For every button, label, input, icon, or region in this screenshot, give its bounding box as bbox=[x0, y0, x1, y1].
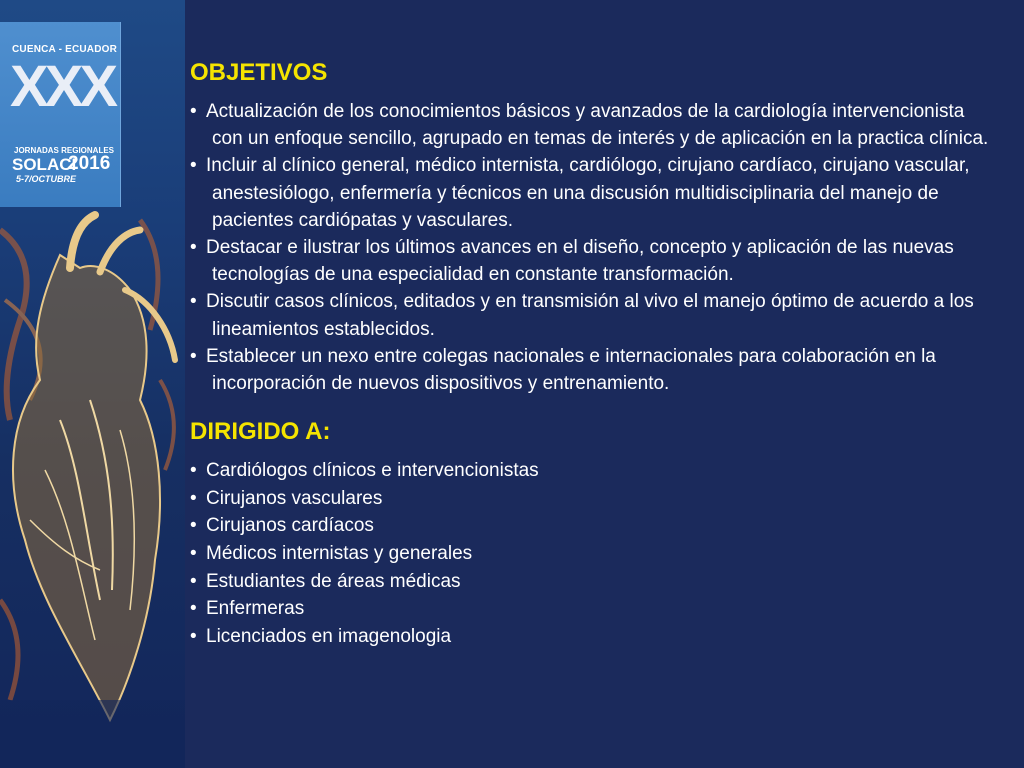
list-item bbox=[190, 540, 990, 568]
bullet-icon: • bbox=[190, 515, 197, 537]
dirigido-heading: DIRIGIDO A: bbox=[190, 418, 331, 446]
list-item-text: Cardiólogos clínicos e intervencionistas bbox=[206, 460, 539, 482]
list-item-text: Estudiantes de áreas médicas bbox=[206, 570, 461, 592]
bullet-icon: • bbox=[190, 460, 197, 482]
logo-organization: SOLACI bbox=[12, 155, 77, 174]
list-item bbox=[190, 234, 990, 288]
list-item-text: Cirujanos vasculares bbox=[206, 487, 383, 509]
list-item bbox=[190, 288, 990, 342]
list-item bbox=[190, 98, 990, 152]
list-item bbox=[190, 512, 990, 540]
slide-content bbox=[190, 58, 990, 650]
bullet-icon: • bbox=[190, 570, 197, 592]
list-item bbox=[190, 568, 990, 596]
bullet-icon: • bbox=[190, 625, 197, 647]
logo-city: CUENCA - ECUADOR bbox=[12, 44, 118, 55]
list-item bbox=[190, 595, 990, 623]
list-item bbox=[190, 485, 990, 513]
logo-dates: 5-7/OCTUBRE bbox=[16, 174, 77, 184]
list-item-text: Discutir casos clínicos, editados y en transmisión al vivo el manejo óptimo de acuerdo a los lineamientos establecidos. bbox=[206, 291, 974, 340]
list-item-text: Enfermeras bbox=[206, 598, 305, 620]
dirigido-list bbox=[190, 457, 990, 650]
bullet-icon: • bbox=[190, 237, 197, 259]
list-item-text: Médicos internistas y generales bbox=[206, 543, 473, 565]
list-item-text: Incluir al clínico general, médico internista, cardiólogo, cirujano cardíaco, cirujano vascular, anestesiólogo, enfermería y técnicos en una discusión multidisciplinaria del manejo de pacientes cardiópatas y vasculares. bbox=[206, 155, 970, 231]
list-item bbox=[190, 623, 990, 651]
list-item-text: Cirujanos cardíacos bbox=[206, 515, 374, 537]
objetivos-list bbox=[190, 98, 990, 397]
list-item bbox=[190, 343, 990, 397]
bullet-icon: • bbox=[190, 291, 197, 313]
bullet-icon: • bbox=[190, 155, 197, 177]
logo-edition: XXX bbox=[10, 54, 115, 119]
bullet-icon: • bbox=[190, 101, 197, 122]
logo-event: JORNADAS REGIONALES bbox=[14, 146, 115, 155]
event-logo bbox=[0, 22, 121, 207]
list-item bbox=[190, 457, 990, 485]
objetivos-heading: OBJETIVOS bbox=[190, 59, 328, 86]
list-item-text: Establecer un nexo entre colegas nacionales e internacionales para colaboración en la incorporación de nuevos dispositivos y entrenamiento. bbox=[206, 345, 936, 395]
list-item-text: Actualización de los conocimientos básicos y avanzados de la cardiología intervencionista con un enfoque sencillo, agrupado en temas de interés y de aplicación en la practica clínica. bbox=[206, 101, 989, 150]
list-item-text: Licenciados en imagenologia bbox=[206, 625, 452, 647]
bullet-icon: • bbox=[190, 487, 197, 509]
bullet-icon: • bbox=[190, 598, 197, 620]
logo-year: 2016 bbox=[68, 153, 111, 174]
bullet-icon: • bbox=[190, 345, 197, 367]
list-item bbox=[190, 152, 990, 234]
list-item-text: Destacar e ilustrar los últimos avances en el diseño, concepto y aplicación de las nuevas tecnologías de una especialidad en constante transformación. bbox=[206, 237, 954, 286]
bullet-icon: • bbox=[190, 543, 197, 565]
